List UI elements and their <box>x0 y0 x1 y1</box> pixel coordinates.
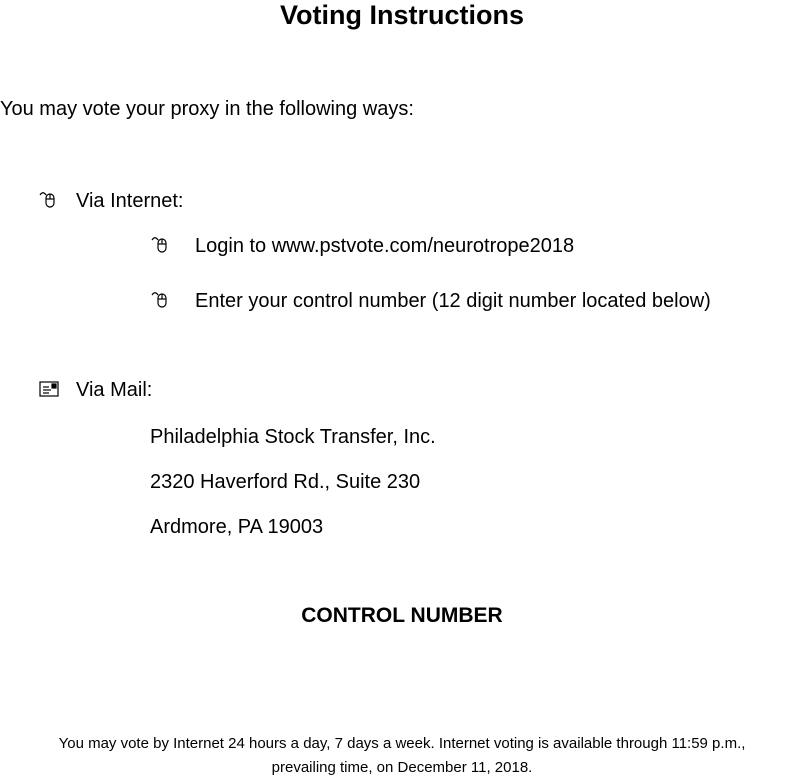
footer-line: prevailing time, on December 11, 2018. <box>271 759 533 776</box>
mail-heading: Via Mail: <box>76 379 153 401</box>
intro-text: You may vote your proxy in the following ways: <box>0 98 414 120</box>
internet-step-login: Login to www.pstvote.com/neurotrope2018 <box>195 235 575 257</box>
internet-heading-mouse-icon <box>38 189 60 216</box>
step-mouse-icon <box>150 234 172 261</box>
mail-address-line: 2320 Haverford Rd., Suite 230 <box>150 471 421 493</box>
step-mouse-icon <box>150 289 172 316</box>
footer-line: You may vote by Internet 24 hours a day, 7 days a week. Internet voting is available through 11:59 p.m., <box>58 735 746 752</box>
internet-heading: Via Internet: <box>76 190 184 212</box>
mail-heading-envelope-icon <box>38 378 60 405</box>
mail-address-line: Philadelphia Stock Transfer, Inc. <box>150 426 436 448</box>
mail-address-line: Ardmore, PA 19003 <box>150 516 324 538</box>
footer-note <box>0 732 804 780</box>
internet-step-control-number: Enter your control number (12 digit number located below) <box>195 290 711 312</box>
control-number-heading: CONTROL NUMBER <box>301 604 503 627</box>
page-title: Voting Instructions <box>280 0 524 30</box>
